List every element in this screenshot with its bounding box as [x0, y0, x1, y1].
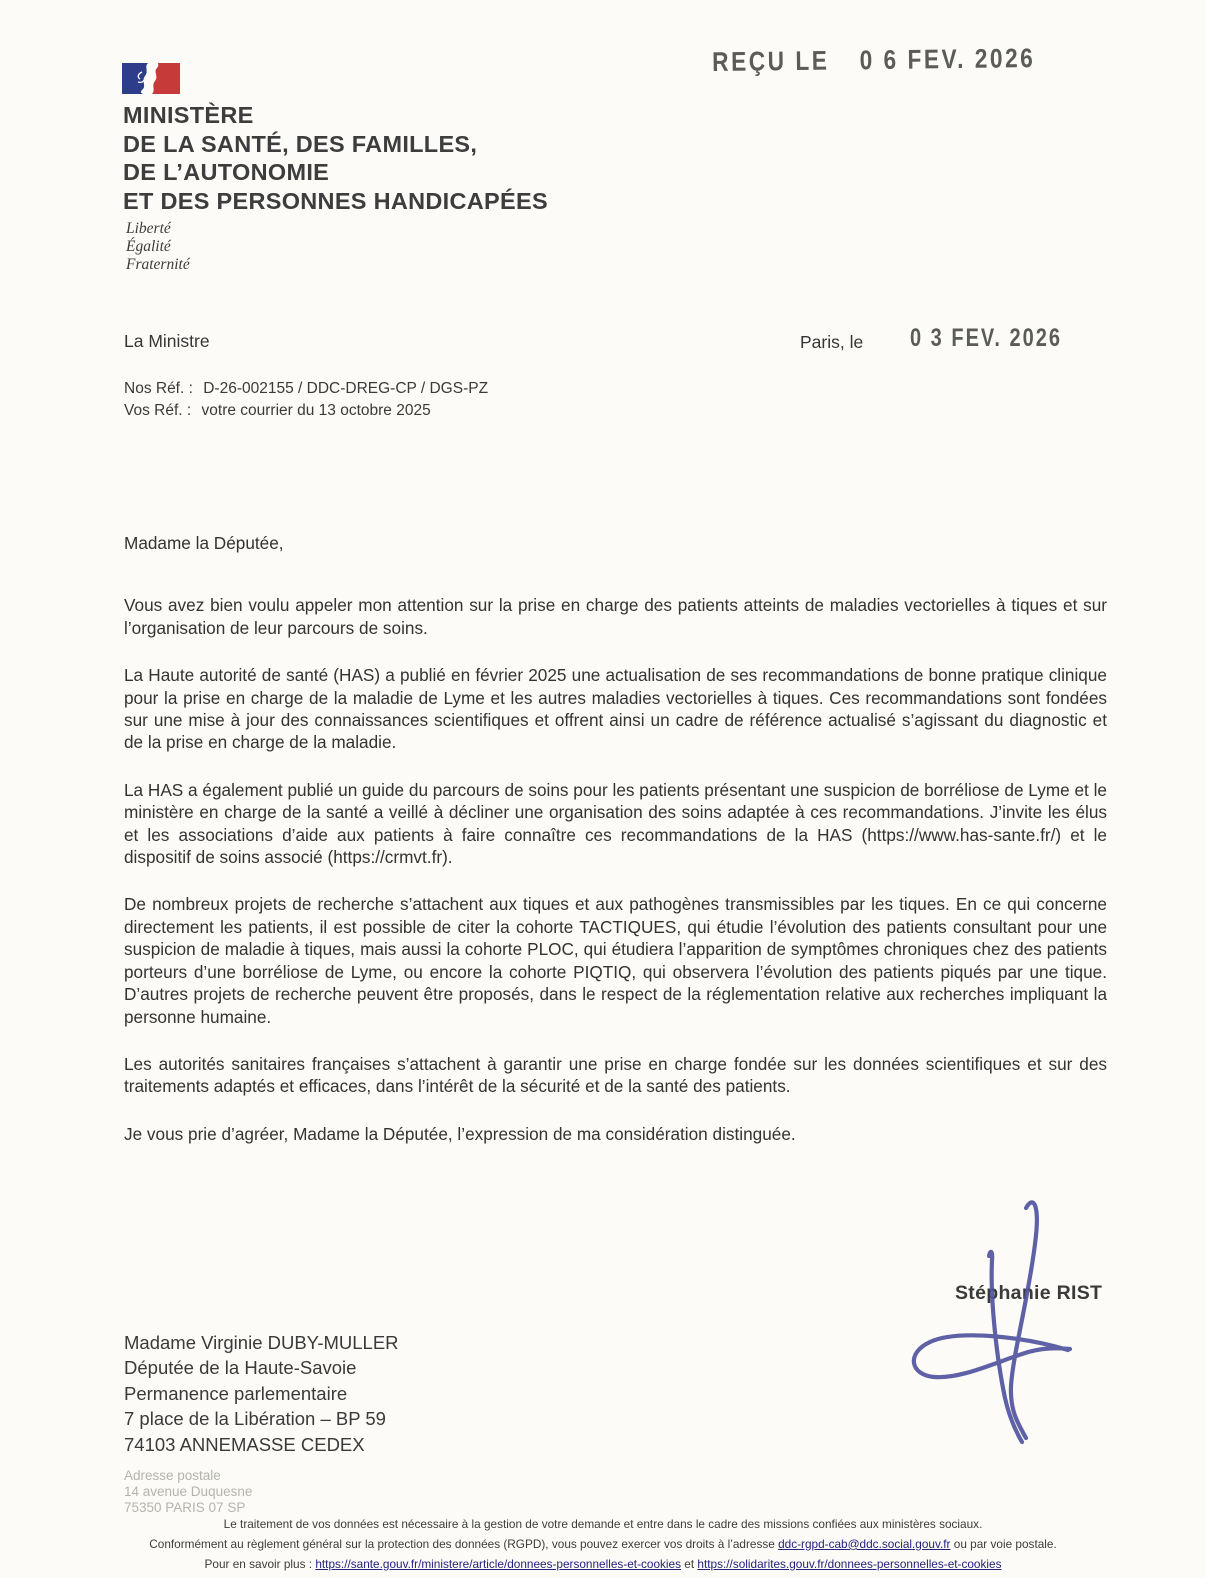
body-paragraph: Les autorités sanitaires françaises s’attachent à garantir une prise en charge fondée sur les données scientifiques et sur des traitements adaptés et efficaces, dans l’intérêt de la sécurité et de la santé des patients.	[124, 1053, 1107, 1097]
received-stamp-date: 0 6 FEV. 2026	[859, 43, 1036, 76]
received-stamp	[712, 43, 1035, 78]
postal-line: 75350 PARIS 07 SP	[124, 1500, 246, 1515]
motto-line: Égalité	[126, 238, 171, 255]
motto-line: Fraternité	[126, 256, 190, 273]
signatory-name: Stéphanie RIST	[955, 1282, 1103, 1304]
motto-line: Liberté	[126, 220, 171, 237]
republic-motto	[126, 220, 190, 274]
recipient-line: 7 place de la Libération – BP 59	[124, 1408, 386, 1430]
sender-title: La Ministre	[124, 331, 210, 351]
recipient-line: Madame Virginie DUBY-MULLER	[124, 1332, 399, 1353]
letter-body	[124, 532, 1107, 1145]
recipient-address	[124, 1330, 399, 1457]
footer-line3-label: Pour en savoir plus :	[204, 1556, 316, 1571]
received-stamp-label: REÇU LE	[712, 45, 830, 77]
recipient-line: Permanence parlementaire	[124, 1382, 348, 1404]
our-ref-label: Nos Réf. :	[124, 380, 193, 397]
footer-line3-separator: et	[681, 1556, 698, 1571]
recipient-line: Députée de la Haute-Savoie	[124, 1357, 357, 1379]
postal-line: 14 avenue Duquesne	[124, 1484, 253, 1499]
dateline-place: Paris, le	[800, 332, 864, 352]
body-paragraph: Vous avez bien voulu appeler mon attention sur la prise en charge des patients atteints de maladies vectorielles à tiques et sur l’organisation de leur parcours de soins.	[124, 595, 1107, 638]
footer-line3	[0, 1555, 1206, 1575]
your-ref-line	[124, 400, 488, 422]
postal-address	[124, 1468, 252, 1516]
body-paragraph: La Haute autorité de santé (HAS) a publié en février 2025 une actualisation de ses recommandations de bonne pratique clinique pour la prise en charge de la maladie de Lyme et les autres maladies vectorielles à tiques. Ces recommandations sont fondées sur une mise à jour des connaissances scientifiques et offrent ainsi un cadre de référence actualisé s’agissant du diagnostic et de la prise en charge de la maladie.	[124, 665, 1107, 753]
our-ref-value: D-26-002155 / DDC-DREG-CP / DGS-PZ	[203, 380, 489, 397]
legal-footer	[0, 1515, 1206, 1574]
ministry-name-line: DE LA SANTÉ, DES FAMILLES,	[123, 130, 478, 157]
handwritten-signature	[900, 1192, 1103, 1459]
ministry-name-line: DE L’AUTONOMIE	[123, 159, 330, 185]
ministry-name-line: MINISTÈRE	[123, 102, 254, 128]
ministry-name	[123, 101, 548, 215]
body-paragraph: De nombreux projets de recherche s’attachent aux tiques et aux pathogènes transmissibles par les tiques. En ce qui concerne directement les patients, il est possible de citer la cohorte TACTIQUES, qui étudie l’évolution des patients consultant pour une suspicion de maladie à tiques, mais aussi la cohorte PLOC, qui étudiera l’apparition de symptômes chroniques chez des patients porteurs d’une borréliose de Lyme, ou encore la cohorte PIQTIQ, qui observera l’évolution des patients piqués par une tique. D’autres projets de recherche peuvent être proposés, dans le respect de la réglementation relative aux recherches impliquant la personne humaine.	[124, 894, 1107, 1027]
closing-paragraph: Je vous prie d’agréer, Madame la Députée, l’expression de ma considération distinguée.	[124, 1123, 796, 1144]
sante-gouv-link[interactable]: https://sante.gouv.fr/ministere/article/donnees-personnelles-et-cookies	[315, 1556, 682, 1571]
salutation: Madame la Députée,	[124, 533, 284, 553]
footer-line2-text: Conformément au règlement général sur la protection des données (RGPD), vous pouvez exercer vos droits à l’adresse	[149, 1536, 779, 1551]
our-ref-line	[124, 378, 488, 400]
body-paragraph: La HAS a également publié un guide du parcours de soins pour les patients présentant une suspicion de borréliose de Lyme et le ministère en charge de la santé a veillé à décliner une organisation des soins adaptée à ces recommandations. J’invite les élus et les associations d’aide aux patients à faire connaître ces recommandations de la HAS (https://www.has-sante.fr/) et le dispositif de soins associé (https://crmvt.fr).	[124, 779, 1107, 868]
footer-line2-text-after: ou par voie postale.	[950, 1536, 1057, 1551]
your-ref-value: votre courrier du 13 octobre 2025	[201, 401, 431, 419]
recipient-line: 74103 ANNEMASSE CEDEX	[124, 1433, 365, 1455]
footer-line2	[0, 1535, 1206, 1555]
postal-line: Adresse postale	[124, 1468, 221, 1483]
your-ref-label: Vos Réf. :	[124, 401, 192, 419]
solidarites-gouv-link[interactable]: https://solidarites.gouv.fr/donnees-personnelles-et-cookies	[697, 1556, 1002, 1571]
reference-block	[124, 378, 488, 421]
footer-line1: Le traitement de vos données est nécessaire à la gestion de votre demande et entre dans le cadre des missions confiées aux ministères sociaux.	[223, 1517, 983, 1531]
date-stamp: 0 3 FEV. 2026	[910, 324, 1063, 352]
rgpd-email-link[interactable]: ddc-rgpd-cab@ddc.social.gouv.fr	[778, 1536, 951, 1551]
ministry-name-line: ET DES PERSONNES HANDICAPÉES	[123, 187, 548, 214]
french-republic-flag-icon	[122, 63, 182, 94]
